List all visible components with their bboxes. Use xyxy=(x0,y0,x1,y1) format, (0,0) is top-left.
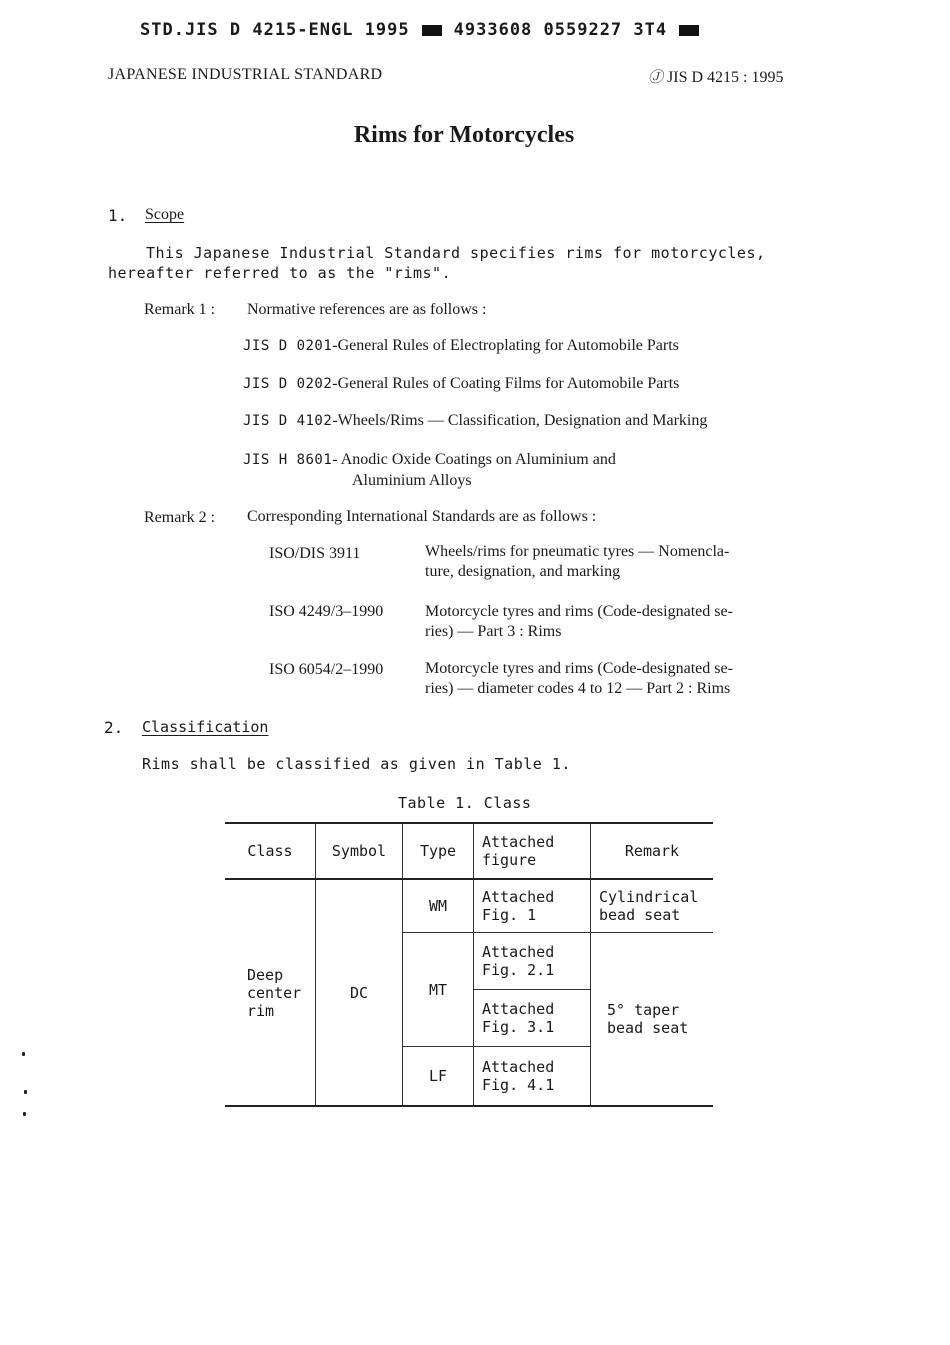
scope-paragraph-line2: hereafter referred to as the "rims". xyxy=(108,264,452,282)
header-remark: Remark xyxy=(591,823,714,879)
scan-speck xyxy=(23,1112,26,1116)
normative-ref-item xyxy=(243,451,616,469)
header-type: Type xyxy=(403,823,474,879)
cell-type-mt: MT xyxy=(403,933,474,1047)
ref-text: - Anodic Oxide Coatings on Aluminium and xyxy=(332,451,616,468)
cell-figure: Attached Fig. 2.1 xyxy=(474,933,591,990)
standard-name: JAPANESE INDUSTRIAL STANDARD xyxy=(108,66,383,83)
normative-ref-continuation: Aluminium Alloys xyxy=(352,472,472,489)
cell-figure: Attached Fig. 1 xyxy=(474,879,591,933)
ref-text: -Wheels/Rims — Classification, Designation and Marking xyxy=(332,412,708,429)
iso-standard-description xyxy=(425,659,825,699)
cell-type-lf: LF xyxy=(403,1047,474,1107)
code-line-part2: 4933608 0559227 3T4 xyxy=(453,20,668,40)
scan-speck xyxy=(22,1052,25,1056)
cell-class: Deep center rim xyxy=(247,965,302,1020)
black-block-mark xyxy=(679,25,699,36)
ref-code: JIS D 0202 xyxy=(243,376,333,392)
iso-desc-line: ries) — diameter codes 4 to 12 — Part 2 : Rims xyxy=(425,680,731,697)
ref-text: -General Rules of Coating Films for Automobile Parts xyxy=(332,375,680,392)
cell-remark-taper: 5° taper bead seat xyxy=(591,933,714,1107)
iso-standard-description xyxy=(425,602,825,642)
ref-code: JIS D 4102 xyxy=(243,413,333,429)
code-line-part1: STD.JIS D 4215-ENGL 1995 xyxy=(140,20,410,40)
iso-desc-line: Motorcycle tyres and rims (Code-designated se- xyxy=(425,660,733,677)
section1-heading: Scope xyxy=(145,206,185,223)
iso-desc-line: Motorcycle tyres and rims (Code-designated se- xyxy=(425,603,733,620)
iso-desc-line: ture, designation, and marking xyxy=(425,563,621,580)
page-title: Rims for Motorcycles xyxy=(353,122,575,148)
table-caption: Table 1. Class xyxy=(398,794,532,812)
section2-number: 2. xyxy=(104,718,124,737)
ref-code: JIS D 0201 xyxy=(243,338,333,354)
ref-text: -General Rules of Electroplating for Automobile Parts xyxy=(332,337,679,354)
section1-number: 1. xyxy=(108,206,128,225)
cell-symbol: DC xyxy=(316,879,403,1106)
classification-paragraph: Rims shall be classified as given in Table 1. xyxy=(142,755,571,773)
header-symbol: Symbol xyxy=(316,823,403,879)
header-class: Class xyxy=(247,842,293,860)
normative-ref-item xyxy=(243,412,707,430)
class-table xyxy=(225,822,713,1107)
scan-speck xyxy=(24,1090,27,1094)
iso-desc-line: Wheels/rims for pneumatic tyres — Nomencla- xyxy=(425,543,730,560)
iso-desc-line: ries) — Part 3 : Rims xyxy=(425,623,562,640)
table-header-row xyxy=(225,823,713,879)
normative-ref-item xyxy=(243,375,679,393)
normative-ref-item xyxy=(243,337,679,355)
remark2-label: Remark 2 : xyxy=(144,509,216,526)
section2-heading: Classification xyxy=(142,718,269,736)
standard-number-text: JIS D 4215 : 1995 xyxy=(667,69,784,86)
cell-type-wm: WM xyxy=(403,879,474,933)
scope-paragraph-line1: This Japanese Industrial Standard specifies rims for motorcycles, xyxy=(146,244,766,262)
iso-standard-code: ISO/DIS 3911 xyxy=(269,545,361,562)
remark1-label: Remark 1 : xyxy=(144,301,216,318)
cell-figure: Attached Fig. 3.1 xyxy=(474,990,591,1047)
header-attached-figure: Attached figure xyxy=(474,823,591,879)
ref-code: JIS H 8601 xyxy=(243,452,333,468)
table-row xyxy=(225,879,713,933)
remark1-text: Normative references are as follows : xyxy=(247,301,487,318)
cell-figure: Attached Fig. 4.1 xyxy=(474,1047,591,1107)
iso-standard-code: ISO 4249/3–1990 xyxy=(269,603,384,620)
black-block-mark xyxy=(422,25,442,36)
document-code-line xyxy=(140,20,711,40)
iso-standard-code: ISO 6054/2–1990 xyxy=(269,661,384,678)
cell-remark-cylindrical: Cylindrical bead seat xyxy=(591,879,714,933)
iso-standard-description xyxy=(425,542,825,582)
remark2-text: Corresponding International Standards are as follows : xyxy=(247,508,597,525)
jis-mark-icon: Ⓙ xyxy=(648,70,664,86)
standard-number xyxy=(648,66,783,87)
